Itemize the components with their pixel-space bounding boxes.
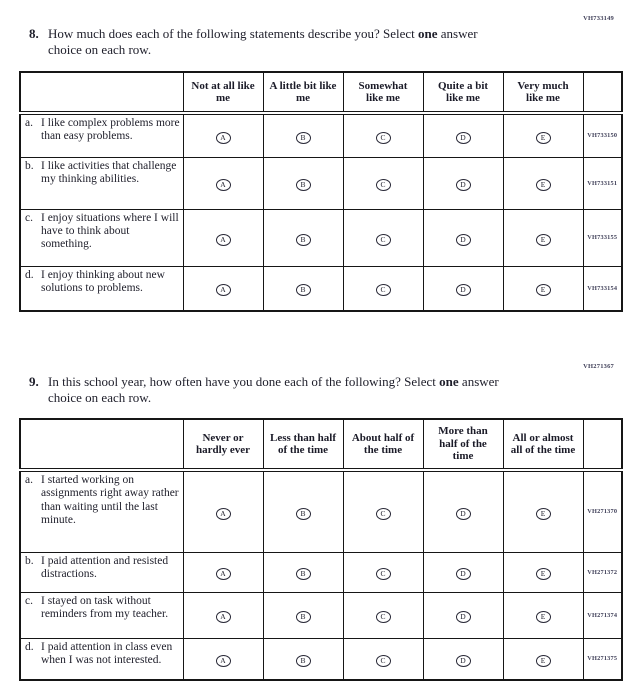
- option-cell: [423, 113, 503, 157]
- answer-bubble-b[interactable]: B: [296, 234, 311, 246]
- option-cell: [183, 552, 263, 592]
- answer-bubble-d[interactable]: D: [456, 179, 471, 191]
- header-row: [20, 72, 622, 113]
- option-cell: [183, 470, 263, 552]
- question-8-prompt: [0, 26, 634, 58]
- row-item-code: VH271375: [583, 638, 622, 680]
- row-item-code: VH733150: [583, 113, 622, 157]
- row-statement: I paid attention and resisted distractions.: [41, 554, 169, 580]
- prompt-segment: answer: [458, 374, 499, 389]
- row-item-code: VH733155: [583, 209, 622, 266]
- question-9-text: [48, 374, 499, 406]
- row-statement: I started working on assignments right away rather than waiting until the last minute.: [41, 474, 179, 527]
- question-9-prompt: [0, 374, 634, 406]
- option-cell: [423, 552, 503, 592]
- empty-header-cell: [20, 72, 183, 113]
- option-cell: [343, 113, 423, 157]
- column-header: Less than half of the time: [263, 419, 343, 470]
- option-cell: [343, 157, 423, 209]
- row-item-code: VH733151: [583, 157, 622, 209]
- option-cell: [503, 552, 583, 592]
- answer-bubble-b[interactable]: B: [296, 508, 311, 520]
- row-letter: d.: [25, 640, 34, 653]
- answer-bubble-c[interactable]: C: [376, 179, 391, 191]
- empty-header-cell: [583, 419, 622, 470]
- option-cell: [183, 209, 263, 266]
- row-letter: a.: [25, 474, 33, 486]
- statement-cell: [20, 157, 183, 209]
- option-cell: [263, 638, 343, 680]
- answer-bubble-a[interactable]: A: [216, 568, 231, 580]
- option-cell: [263, 592, 343, 638]
- column-header: Very much like me: [503, 72, 583, 113]
- option-cell: [343, 552, 423, 592]
- column-header: A little bit like me: [263, 72, 343, 113]
- answer-bubble-e[interactable]: E: [536, 611, 551, 623]
- column-header: Somewhat like me: [343, 72, 423, 113]
- option-cell: [263, 157, 343, 209]
- option-cell: [343, 592, 423, 638]
- answer-bubble-b[interactable]: B: [296, 284, 311, 296]
- row-letter: d.: [25, 268, 34, 281]
- column-header: Quite a bit like me: [423, 72, 503, 113]
- option-cell: [503, 592, 583, 638]
- option-cell: [423, 638, 503, 680]
- answer-bubble-a[interactable]: A: [216, 132, 231, 144]
- answer-bubble-e[interactable]: E: [536, 234, 551, 246]
- option-cell: [343, 209, 423, 266]
- row-item-code: VH271370: [583, 470, 622, 552]
- option-cell: [263, 113, 343, 157]
- option-cell: [423, 157, 503, 209]
- answer-bubble-a[interactable]: A: [216, 284, 231, 296]
- option-cell: [343, 470, 423, 552]
- prompt-bold-one: one: [418, 26, 438, 41]
- question-8-number: 8.: [29, 26, 39, 41]
- item-code-q8: VH733149: [583, 15, 614, 22]
- option-cell: [503, 209, 583, 266]
- question-8-text: [48, 26, 478, 58]
- row-item-code: VH733154: [583, 266, 622, 311]
- answer-bubble-d[interactable]: D: [456, 284, 471, 296]
- option-cell: [183, 157, 263, 209]
- prompt-line2: choice on each row.: [48, 390, 152, 405]
- answer-bubble-c[interactable]: C: [376, 611, 391, 623]
- option-cell: [503, 113, 583, 157]
- table-row-9c: [20, 592, 622, 638]
- header-row: [20, 419, 622, 470]
- answer-bubble-e[interactable]: E: [536, 284, 551, 296]
- row-letter: a.: [25, 117, 33, 129]
- prompt-segment: answer: [437, 26, 478, 41]
- question-9-answer-grid: [19, 418, 623, 681]
- row-letter: b.: [25, 554, 34, 567]
- answer-bubble-b[interactable]: B: [296, 611, 311, 623]
- prompt-bold-one: one: [439, 374, 459, 389]
- table-row-8d: [20, 266, 622, 311]
- option-cell: [503, 157, 583, 209]
- column-header: More than half of the time: [423, 419, 503, 470]
- answer-bubble-d[interactable]: D: [456, 234, 471, 246]
- statement-cell: [20, 209, 183, 266]
- row-item-code: VH271372: [583, 552, 622, 592]
- question-8: [0, 14, 634, 312]
- prompt-segment: In this school year, how often have you done each of the following? Select: [48, 374, 440, 389]
- option-cell: [183, 638, 263, 680]
- question-9-number: 9.: [29, 374, 39, 389]
- answer-bubble-d[interactable]: D: [456, 611, 471, 623]
- option-cell: [423, 266, 503, 311]
- answer-bubble-a[interactable]: A: [216, 611, 231, 623]
- answer-bubble-b[interactable]: B: [296, 132, 311, 144]
- statement-cell: [20, 266, 183, 311]
- option-cell: [263, 552, 343, 592]
- answer-bubble-c[interactable]: C: [376, 284, 391, 296]
- option-cell: [183, 113, 263, 157]
- table-row-9b: [20, 552, 622, 592]
- answer-bubble-b[interactable]: B: [296, 568, 311, 580]
- answer-bubble-b[interactable]: B: [296, 655, 311, 667]
- item-code-q9: VH271367: [583, 363, 614, 370]
- row-item-code: VH271374: [583, 592, 622, 638]
- option-cell: [183, 266, 263, 311]
- row-statement: I like activities that challenge my thinking abilities.: [41, 159, 177, 185]
- prompt-segment: How much does each of the following statements describe you? Select: [48, 26, 419, 41]
- statement-cell: [20, 470, 183, 552]
- statement-cell: [20, 592, 183, 638]
- option-cell: [343, 638, 423, 680]
- column-header: All or almost all of the time: [503, 419, 583, 470]
- row-statement: I enjoy thinking about new solutions to problems.: [41, 268, 165, 294]
- option-cell: [263, 209, 343, 266]
- column-header: Never or hardly ever: [183, 419, 263, 470]
- answer-bubble-a[interactable]: A: [216, 655, 231, 667]
- answer-bubble-e[interactable]: E: [536, 508, 551, 520]
- answer-bubble-c[interactable]: C: [376, 234, 391, 246]
- table-row-9a: [20, 470, 622, 552]
- answer-bubble-c[interactable]: C: [376, 655, 391, 667]
- answer-bubble-c[interactable]: C: [376, 568, 391, 580]
- option-cell: [423, 209, 503, 266]
- row-statement: I paid attention in class even when I was not interested.: [41, 640, 173, 666]
- statement-cell: [20, 638, 183, 680]
- answer-bubble-e[interactable]: E: [536, 655, 551, 667]
- question-8-answer-grid: [19, 71, 623, 312]
- answer-bubble-a[interactable]: A: [216, 179, 231, 191]
- row-letter: b.: [25, 159, 34, 172]
- empty-header-cell: [20, 419, 183, 470]
- answer-bubble-a[interactable]: A: [216, 508, 231, 520]
- table-row-8b: [20, 157, 622, 209]
- statement-cell: [20, 113, 183, 157]
- answer-bubble-d[interactable]: D: [456, 655, 471, 667]
- option-cell: [343, 266, 423, 311]
- option-cell: [503, 266, 583, 311]
- statement-cell: [20, 552, 183, 592]
- answer-bubble-e[interactable]: E: [536, 132, 551, 144]
- answer-bubble-e[interactable]: E: [536, 179, 551, 191]
- answer-bubble-a[interactable]: A: [216, 234, 231, 246]
- option-cell: [183, 592, 263, 638]
- answer-bubble-c[interactable]: C: [376, 132, 391, 144]
- answer-bubble-d[interactable]: D: [456, 132, 471, 144]
- empty-header-cell: [583, 72, 622, 113]
- column-header: Not at all like me: [183, 72, 263, 113]
- option-cell: [263, 470, 343, 552]
- row-statement: I enjoy situations where I will have to think about something.: [41, 211, 179, 251]
- column-header: About half of the time: [343, 419, 423, 470]
- prompt-line2: choice on each row.: [48, 42, 152, 57]
- answer-bubble-d[interactable]: D: [456, 568, 471, 580]
- option-cell: [423, 470, 503, 552]
- table-row-8c: [20, 209, 622, 266]
- answer-bubble-d[interactable]: D: [456, 508, 471, 520]
- row-statement: I stayed on task without reminders from my teacher.: [41, 594, 169, 620]
- answer-bubble-b[interactable]: B: [296, 179, 311, 191]
- answer-bubble-c[interactable]: C: [376, 508, 391, 520]
- row-letter: c.: [25, 594, 33, 607]
- table-row-9d: [20, 638, 622, 680]
- option-cell: [503, 638, 583, 680]
- answer-bubble-e[interactable]: E: [536, 568, 551, 580]
- option-cell: [423, 592, 503, 638]
- question-9: [0, 362, 634, 681]
- row-statement: I like complex problems more than easy problems.: [41, 117, 180, 143]
- option-cell: [263, 266, 343, 311]
- table-row-8a: [20, 113, 622, 157]
- row-letter: c.: [25, 211, 33, 224]
- option-cell: [503, 470, 583, 552]
